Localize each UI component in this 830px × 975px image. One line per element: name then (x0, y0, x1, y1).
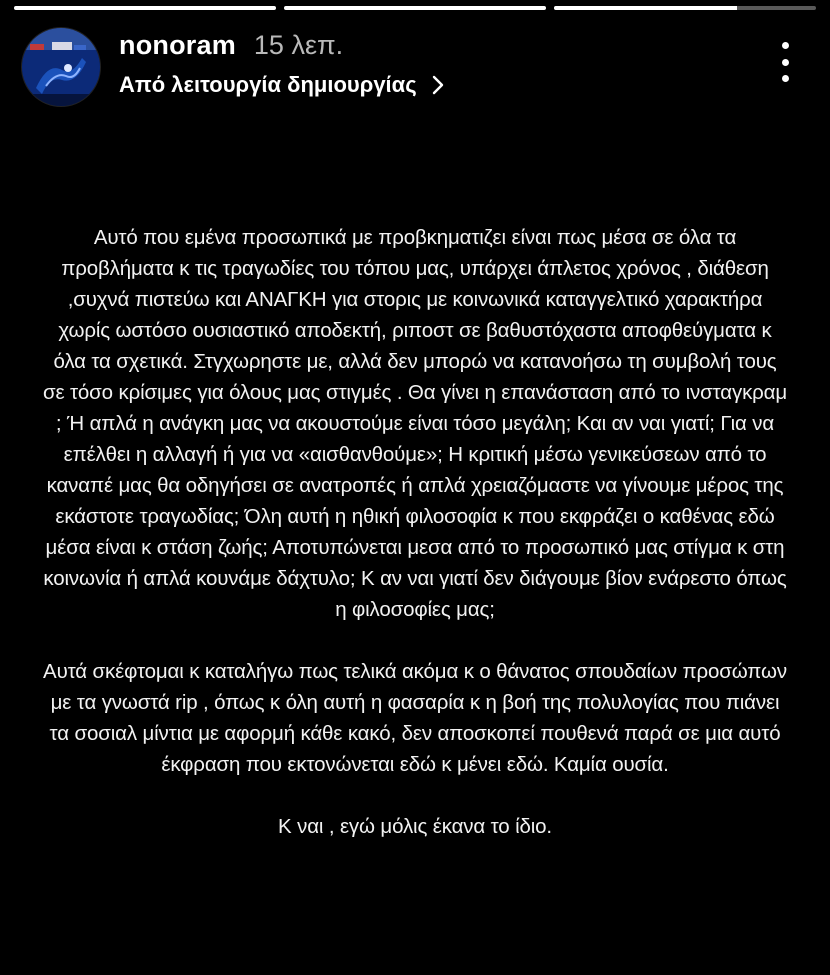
story-paragraph-1: Αυτό που εμένα προσωπικά με προβκηματιζει είναι πως μέσα σε όλα τα προβλήματα κ τις τραγωδίες του τόπου μας, υπάρχει άπλετος χρόνος , διάθεση ,συχνά πιστεύω και ΑΝΑΓΚΗ για στορις με κοινωνικά καταγγελτικό χαρακτήρα χωρίς ωστόσο ουσιαστικό αποδεκτή, ριποστ σε βαθυστόχαστα αποφθεύγματα κ όλα τα σχετικά. Στγχωρηστε με, αλλά δεν μπορώ να κατανοήσω τη συμβολή τους σε τόσο κρίσιμες για όλους μας στιγμές . Θα γίνει η επανάσταση από το ινσταγκραμ ; Ή απλά η ανάγκη μας να ακουστούμε είναι τόσο μεγάλη; Και αν ναι γιατί; Για να επέλθει η αλλαγή ή για να «αισθανθούμε»; Η κριτική μέσω γενικεύσεων από το καναπέ μας θα οδηγήσει σε ανατροπές ή απλά χρειαζόμαστε να γίνουμε μέρος της εκάστοτε τραγωδίας; Όλη αυτή η ηθική φιλοσοφία κ που εκφράζει ο καθένας εδώ μέσα είναι κ στάση ζωής; Αποτυπώνεται μεσα από το προσωπικό μας στίγμα κ στη κοινωνία ή απλά κουνάμε δάχτυλο; Κ αν ναι γιατί δεν διάγουμε βίον ενάρεστο όπως η φιλοσοφίες μας; (42, 226, 788, 621)
paragraph-spacer (40, 625, 790, 656)
post-time: 15 λεπ. (253, 30, 344, 60)
more-vertical-icon[interactable] (778, 42, 792, 82)
avatar[interactable] (22, 28, 100, 106)
story-paragraph-3: Κ ναι , εγώ μόλις έκανα το ίδιο. (278, 815, 552, 838)
creation-mode-label: Από λειτουργία δημιουργίας (119, 72, 417, 97)
more-dot (782, 42, 789, 49)
story-text (40, 222, 790, 842)
chevron-right-icon (427, 74, 449, 96)
user-line (119, 30, 343, 61)
story-progress-bar (14, 6, 816, 10)
progress-segment-3 (554, 6, 816, 10)
progress-segment-1 (14, 6, 276, 10)
story-paragraph-2: Αυτά σκέφτομαι κ καταλήγω πως τελικά ακόμα κ ο θάνατος σπουδαίων προσώπων με τα γνωστά rip , όπως κ όλη αυτή η φασαρία κ η βοή της πολυλογίας που πιάνει τα σοσιαλ μίντια με αφορμή κάθε κακό, δεν αποσκοπεί πουθενά παρά σε μια αυτό έκφραση που εκτονώνεται εδώ κ μένει εδώ. Καμία ουσία. (43, 660, 787, 776)
username[interactable]: nonoram (119, 30, 236, 60)
more-dot (782, 75, 789, 82)
more-dot (782, 59, 789, 66)
paragraph-spacer (40, 780, 790, 811)
avatar-image (22, 28, 100, 106)
creation-mode-link[interactable] (119, 72, 449, 98)
story-header (22, 28, 808, 108)
progress-segment-2 (284, 6, 546, 10)
